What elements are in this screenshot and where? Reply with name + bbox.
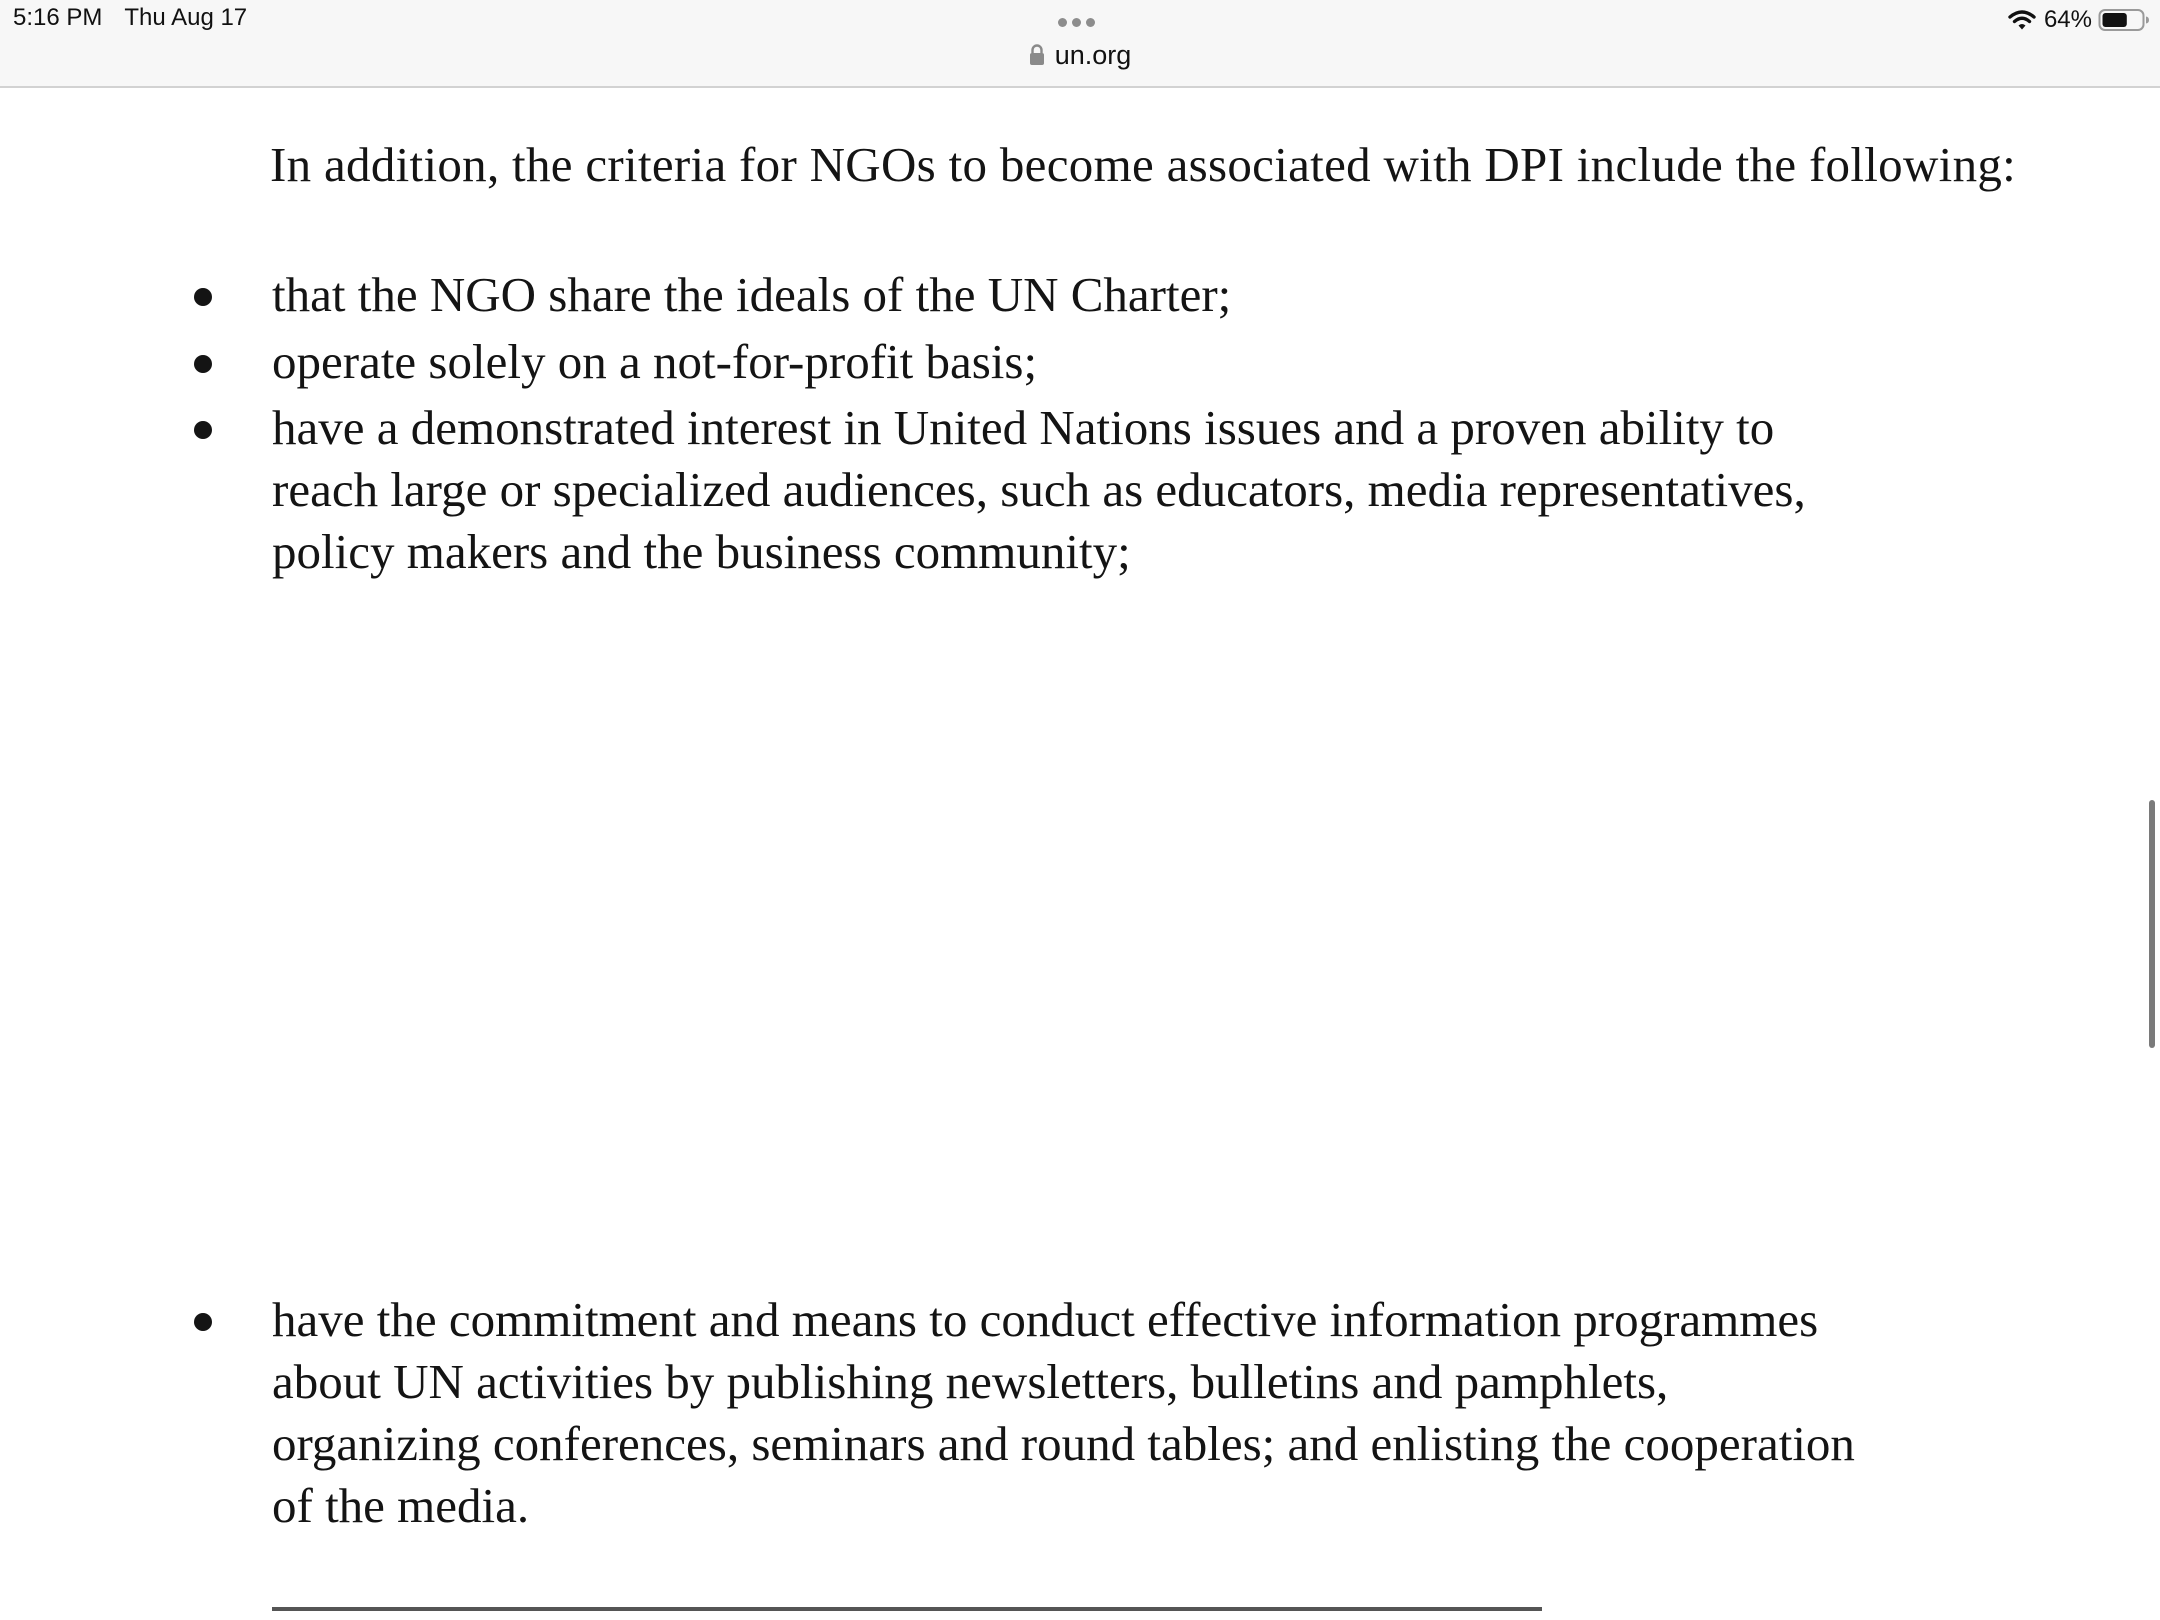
bullet-line: organizing conferences, seminars and round tables; and enlisting the cooperation	[272, 1416, 1855, 1471]
battery-icon	[2098, 8, 2150, 32]
lock-icon	[1029, 44, 1045, 66]
wifi-icon	[2008, 9, 2036, 31]
status-time: 5:16 PM	[13, 4, 103, 31]
cut-off-text-line	[272, 1607, 1542, 1611]
status-date: Thu Aug 17	[124, 4, 248, 31]
bullet-dot	[194, 421, 212, 439]
document-page	[0, 88, 2160, 1620]
bullet-dot	[194, 288, 212, 306]
bullet-dot	[194, 355, 212, 373]
bullet-dot	[194, 1313, 212, 1331]
bullet-line: operate solely on a not-for-profit basis;	[272, 334, 1038, 389]
bullet-line: of the media.	[272, 1478, 530, 1533]
more-dots-icon[interactable]	[1058, 14, 1102, 26]
browser-chrome	[0, 0, 2160, 88]
battery-percentage: 64%	[2043, 6, 2092, 33]
bullet-line: about UN activities by publishing newsletters, bulletins and pamphlets,	[272, 1354, 1669, 1409]
bullet-line: have a demonstrated interest in United Nations issues and a proven ability to	[272, 400, 1775, 455]
bullet-line: policy makers and the business community;	[272, 524, 1131, 579]
scrollbar-thumb[interactable]	[2149, 800, 2155, 1048]
status-clock	[13, 4, 247, 32]
bullet-line: that the NGO share the ideals of the UN Charter;	[272, 267, 1232, 322]
intro-paragraph: In addition, the criteria for NGOs to become associated with DPI include the following:	[270, 137, 2017, 192]
bullet-line: have the commitment and means to conduct effective information programmes	[272, 1292, 1819, 1347]
status-indicators	[2008, 4, 2150, 36]
bullet-line: reach large or specialized audiences, such as educators, media representatives,	[272, 462, 1806, 517]
address-bar[interactable]	[0, 40, 2160, 71]
url-text: un.org	[1054, 40, 1132, 70]
